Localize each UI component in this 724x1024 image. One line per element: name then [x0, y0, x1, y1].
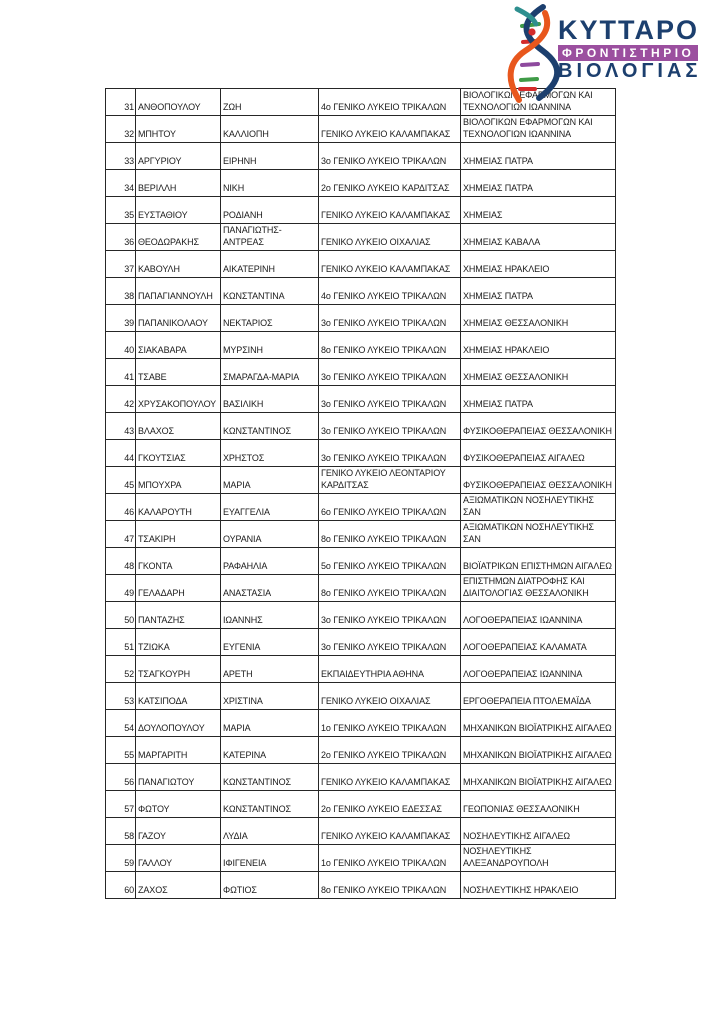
cell-first-name: ΚΩΝΣΤΑΝΤΙΝΟΣ — [221, 764, 319, 791]
table-row — [106, 710, 616, 737]
cell-index: 40 — [106, 332, 136, 359]
cell-department: ΝΟΣΗΛΕΥΤΙΚΗΣ ΗΡΑΚΛΕΙΟ — [461, 872, 616, 899]
cell-department: ΝΟΣΗΛΕΥΤΙΚΗΣ ΑΛΕΞΑΝΔΡΟΥΠΟΛΗ — [461, 845, 616, 872]
cell-last-name: ΠΑΝΑΓΙΩΤΟΥ — [136, 764, 221, 791]
cell-index: 49 — [106, 575, 136, 602]
cell-department: ΒΙΟΛΟΓΙΚΩΝ ΕΦΑΡΜΟΓΩΝ ΚΑΙ ΤΕΧΝΟΛΟΓΙΩΝ ΙΩΑΝΝΙΝΑ — [461, 89, 616, 116]
cell-school: 3ο ΓΕΝΙΚΟ ΛΥΚΕΙΟ ΤΡΙΚΑΛΩΝ — [319, 629, 461, 656]
cell-index: 52 — [106, 656, 136, 683]
cell-department: ΧΗΜΕΙΑΣ ΘΕΣΣΑΛΟΝΙΚΗ — [461, 305, 616, 332]
table-row — [106, 305, 616, 332]
cell-department: ΦΥΣΙΚΟΘΕΡΑΠΕΙΑΣ ΘΕΣΣΑΛΟΝΙΚΗ — [461, 413, 616, 440]
cell-department: ΦΥΣΙΚΟΘΕΡΑΠΕΙΑΣ ΑΙΓΑΛΕΩ — [461, 440, 616, 467]
logo — [505, 5, 701, 101]
cell-school: 3ο ΓΕΝΙΚΟ ΛΥΚΕΙΟ ΤΡΙΚΑΛΩΝ — [319, 440, 461, 467]
cell-last-name: ΑΡΓΥΡΙΟΥ — [136, 143, 221, 170]
cell-last-name: ΖΑΧΟΣ — [136, 872, 221, 899]
table-row — [106, 791, 616, 818]
table-row — [106, 440, 616, 467]
cell-index: 42 — [106, 386, 136, 413]
cell-school: 8ο ΓΕΝΙΚΟ ΛΥΚΕΙΟ ΤΡΙΚΑΛΩΝ — [319, 575, 461, 602]
cell-index: 57 — [106, 791, 136, 818]
cell-last-name: ΠΑΝΤΑΖΗΣ — [136, 602, 221, 629]
cell-school: ΓΕΝΙΚΟ ΛΥΚΕΙΟ ΚΑΛΑΜΠΑΚΑΣ — [319, 764, 461, 791]
cell-first-name: ΝΙΚΗ — [221, 170, 319, 197]
cell-index: 37 — [106, 251, 136, 278]
cell-last-name: ΧΡΥΣΑΚΟΠΟΥΛΟΥ — [136, 386, 221, 413]
cell-last-name: ΤΣΑΒΕ — [136, 359, 221, 386]
cell-school: 3ο ΓΕΝΙΚΟ ΛΥΚΕΙΟ ΤΡΙΚΑΛΩΝ — [319, 413, 461, 440]
cell-index: 53 — [106, 683, 136, 710]
cell-department: ΓΕΩΠΟΝΙΑΣ ΘΕΣΣΑΛΟΝΙΚΗ — [461, 791, 616, 818]
cell-first-name: ΕΥΓΕΝΙΑ — [221, 629, 319, 656]
cell-index: 51 — [106, 629, 136, 656]
logo-subtitle-band: ΦΡΟΝΤΙΣΤΗΡΙΟ — [558, 45, 698, 61]
cell-index: 34 — [106, 170, 136, 197]
cell-index: 44 — [106, 440, 136, 467]
table-row — [106, 278, 616, 305]
cell-first-name: ΜΑΡΙΑ — [221, 467, 319, 494]
cell-school: 8ο ΓΕΝΙΚΟ ΛΥΚΕΙΟ ΤΡΙΚΑΛΩΝ — [319, 872, 461, 899]
cell-last-name: ΠΑΠΑΝΙΚΟΛΑΟΥ — [136, 305, 221, 332]
table-row — [106, 818, 616, 845]
cell-department: ΑΞΙΩΜΑΤΙΚΩΝ ΝΟΣΗΛΕΥΤΙΚΗΣ ΣΑΝ — [461, 521, 616, 548]
cell-department: ΕΠΙΣΤΗΜΩΝ ΔΙΑΤΡΟΦΗΣ ΚΑΙ ΔΙΑΙΤΟΛΟΓΙΑΣ ΘΕΣΣΑΛΟΝΙΚΗ — [461, 575, 616, 602]
cell-last-name: ΦΩΤΟΥ — [136, 791, 221, 818]
cell-first-name: ΛΥΔΙΑ — [221, 818, 319, 845]
cell-last-name: ΜΑΡΓΑΡΙΤΗ — [136, 737, 221, 764]
logo-text — [558, 16, 701, 82]
cell-index: 56 — [106, 764, 136, 791]
cell-first-name: ΚΑΛΛΙΟΠΗ — [221, 116, 319, 143]
cell-department: ΧΗΜΕΙΑΣ ΠΑΤΡΑ — [461, 386, 616, 413]
cell-index: 43 — [106, 413, 136, 440]
cell-first-name: ΦΩΤΙΟΣ — [221, 872, 319, 899]
cell-first-name: ΠΑΝΑΓΙΩΤΗΣ-ΑΝΤΡΕΑΣ — [221, 224, 319, 251]
table-row — [106, 737, 616, 764]
students-table — [105, 88, 616, 899]
cell-first-name: ΚΩΝΣΤΑΝΤΙΝΟΣ — [221, 791, 319, 818]
table-row — [106, 467, 616, 494]
cell-school: 8ο ΓΕΝΙΚΟ ΛΥΚΕΙΟ ΤΡΙΚΑΛΩΝ — [319, 521, 461, 548]
table-row — [106, 602, 616, 629]
cell-first-name: ΜΥΡΣΙΝΗ — [221, 332, 319, 359]
cell-school: ΓΕΝΙΚΟ ΛΥΚΕΙΟ ΚΑΛΑΜΠΑΚΑΣ — [319, 116, 461, 143]
cell-first-name: ΒΑΣΙΛΙΚΗ — [221, 386, 319, 413]
cell-index: 48 — [106, 548, 136, 575]
cell-index: 58 — [106, 818, 136, 845]
cell-school: ΕΚΠΑΙΔΕΥΤΗΡΙΑ ΑΘΗΝΑ — [319, 656, 461, 683]
cell-last-name: ΚΑΛΑΡΟΥΤΗ — [136, 494, 221, 521]
cell-school: ΓΕΝΙΚΟ ΛΥΚΕΙΟ ΚΑΛΑΜΠΑΚΑΣ — [319, 197, 461, 224]
cell-department: ΑΞΙΩΜΑΤΙΚΩΝ ΝΟΣΗΛΕΥΤΙΚΗΣ ΣΑΝ — [461, 494, 616, 521]
cell-index: 47 — [106, 521, 136, 548]
cell-last-name: ΓΑΖΟΥ — [136, 818, 221, 845]
cell-school: 3ο ΓΕΝΙΚΟ ΛΥΚΕΙΟ ΤΡΙΚΑΛΩΝ — [319, 359, 461, 386]
cell-school: ΓΕΝΙΚΟ ΛΥΚΕΙΟ ΚΑΛΑΜΠΑΚΑΣ — [319, 251, 461, 278]
cell-department: ΧΗΜΕΙΑΣ ΘΕΣΣΑΛΟΝΙΚΗ — [461, 359, 616, 386]
cell-school: ΓΕΝΙΚΟ ΛΥΚΕΙΟ ΟΙΧΑΛΙΑΣ — [319, 224, 461, 251]
cell-department: ΜΗΧΑΝΙΚΩΝ ΒΙΟΪΑΤΡΙΚΗΣ ΑΙΓΑΛΕΩ — [461, 710, 616, 737]
cell-index: 32 — [106, 116, 136, 143]
table-row — [106, 224, 616, 251]
table-row — [106, 197, 616, 224]
cell-last-name: ΚΑΒΟΥΛΗ — [136, 251, 221, 278]
cell-last-name: ΚΑΤΣΙΠΟΔΑ — [136, 683, 221, 710]
cell-first-name: ΣΜΑΡΑΓΔΑ-ΜΑΡΙΑ — [221, 359, 319, 386]
cell-index: 35 — [106, 197, 136, 224]
cell-department: ΒΙΟΛΟΓΙΚΩΝ ΕΦΑΡΜΟΓΩΝ ΚΑΙ ΤΕΧΝΟΛΟΓΙΩΝ ΙΩΑΝΝΙΝΑ — [461, 116, 616, 143]
cell-school: 5ο ΓΕΝΙΚΟ ΛΥΚΕΙΟ ΤΡΙΚΑΛΩΝ — [319, 548, 461, 575]
cell-first-name: ΑΝΑΣΤΑΣΙΑ — [221, 575, 319, 602]
cell-department: ΜΗΧΑΝΙΚΩΝ ΒΙΟΪΑΤΡΙΚΗΣ ΑΙΓΑΛΕΩ — [461, 737, 616, 764]
cell-first-name: ΝΕΚΤΑΡΙΟΣ — [221, 305, 319, 332]
cell-department: ΜΗΧΑΝΙΚΩΝ ΒΙΟΪΑΤΡΙΚΗΣ ΑΙΓΑΛΕΩ — [461, 764, 616, 791]
cell-department: ΧΗΜΕΙΑΣ ΗΡΑΚΛΕΙΟ — [461, 251, 616, 278]
logo-subtitle: ΒΙΟΛΟΓΙΑΣ — [558, 60, 702, 82]
cell-first-name: ΑΙΚΑΤΕΡΙΝΗ — [221, 251, 319, 278]
cell-index: 31 — [106, 89, 136, 116]
cell-school: 3ο ΓΕΝΙΚΟ ΛΥΚΕΙΟ ΤΡΙΚΑΛΩΝ — [319, 305, 461, 332]
cell-school: ΓΕΝΙΚΟ ΛΥΚΕΙΟ ΟΙΧΑΛΙΑΣ — [319, 683, 461, 710]
cell-last-name: ΓΕΛΑΔΑΡΗ — [136, 575, 221, 602]
cell-last-name: ΒΕΡΙΛΛΗ — [136, 170, 221, 197]
cell-school: 1ο ΓΕΝΙΚΟ ΛΥΚΕΙΟ ΤΡΙΚΑΛΩΝ — [319, 710, 461, 737]
cell-last-name: ΘΕΟΔΩΡΑΚΗΣ — [136, 224, 221, 251]
cell-last-name: ΜΠΟΥΧΡΑ — [136, 467, 221, 494]
cell-last-name: ΔΟΥΛΟΠΟΥΛΟΥ — [136, 710, 221, 737]
cell-index: 59 — [106, 845, 136, 872]
table-row — [106, 251, 616, 278]
cell-department: ΛΟΓΟΘΕΡΑΠΕΙΑΣ ΙΩΑΝΝΙΝΑ — [461, 602, 616, 629]
cell-school: 6ο ΓΕΝΙΚΟ ΛΥΚΕΙΟ ΤΡΙΚΑΛΩΝ — [319, 494, 461, 521]
cell-index: 60 — [106, 872, 136, 899]
table-row — [106, 575, 616, 602]
cell-department: ΝΟΣΗΛΕΥΤΙΚΗΣ ΑΙΓΑΛΕΩ — [461, 818, 616, 845]
table-row — [106, 386, 616, 413]
table-row — [106, 332, 616, 359]
cell-last-name: ΜΠΗΤΟΥ — [136, 116, 221, 143]
cell-last-name: ΓΚΟΥΤΣΙΑΣ — [136, 440, 221, 467]
dna-helix-icon — [505, 5, 557, 101]
cell-last-name: ΣΙΑΚΑΒΑΡΑ — [136, 332, 221, 359]
table-row — [106, 656, 616, 683]
cell-department: ΕΡΓΟΘΕΡΑΠΕΙΑ ΠΤΟΛΕΜΑΪΔΑ — [461, 683, 616, 710]
cell-index: 45 — [106, 467, 136, 494]
cell-index: 41 — [106, 359, 136, 386]
table-row — [106, 683, 616, 710]
cell-school: 2ο ΓΕΝΙΚΟ ΛΥΚΕΙΟ ΤΡΙΚΑΛΩΝ — [319, 737, 461, 764]
table-row — [106, 494, 616, 521]
cell-index: 50 — [106, 602, 136, 629]
cell-school: 2ο ΓΕΝΙΚΟ ΛΥΚΕΙΟ ΚΑΡΔΙΤΣΑΣ — [319, 170, 461, 197]
cell-school: 4ο ΓΕΝΙΚΟ ΛΥΚΕΙΟ ΤΡΙΚΑΛΩΝ — [319, 278, 461, 305]
cell-first-name: ΑΡΕΤΗ — [221, 656, 319, 683]
cell-department: ΛΟΓΟΘΕΡΑΠΕΙΑΣ ΙΩΑΝΝΙΝΑ — [461, 656, 616, 683]
cell-index: 55 — [106, 737, 136, 764]
cell-school: 1ο ΓΕΝΙΚΟ ΛΥΚΕΙΟ ΤΡΙΚΑΛΩΝ — [319, 845, 461, 872]
cell-first-name: ΡΑΦΑΗΛΙΑ — [221, 548, 319, 575]
cell-first-name: ΟΥΡΑΝΙΑ — [221, 521, 319, 548]
table-row — [106, 764, 616, 791]
table-row — [106, 143, 616, 170]
cell-first-name: ΙΦΙΓΕΝΕΙΑ — [221, 845, 319, 872]
cell-school: ΓΕΝΙΚΟ ΛΥΚΕΙΟ ΚΑΛΑΜΠΑΚΑΣ — [319, 818, 461, 845]
cell-school: 3ο ΓΕΝΙΚΟ ΛΥΚΕΙΟ ΤΡΙΚΑΛΩΝ — [319, 386, 461, 413]
cell-last-name: ΠΑΠΑΓΙΑΝΝΟΥΛΗ — [136, 278, 221, 305]
table-row — [106, 872, 616, 899]
cell-index: 39 — [106, 305, 136, 332]
logo-title: ΚΥΤΤΑΡΟ — [558, 15, 699, 45]
cell-department: ΧΗΜΕΙΑΣ ΗΡΑΚΛΕΙΟ — [461, 332, 616, 359]
cell-index: 54 — [106, 710, 136, 737]
cell-department: ΒΙΟΪΑΤΡΙΚΩΝ ΕΠΙΣΤΗΜΩΝ ΑΙΓΑΛΕΩ — [461, 548, 616, 575]
cell-department: ΧΗΜΕΙΑΣ ΠΑΤΡΑ — [461, 278, 616, 305]
cell-school: 4ο ΓΕΝΙΚΟ ΛΥΚΕΙΟ ΤΡΙΚΑΛΩΝ — [319, 89, 461, 116]
cell-department: ΧΗΜΕΙΑΣ ΚΑΒΑΛΑ — [461, 224, 616, 251]
cell-last-name: ΕΥΣΤΑΘΙΟΥ — [136, 197, 221, 224]
cell-index: 33 — [106, 143, 136, 170]
cell-department: ΧΗΜΕΙΑΣ ΠΑΤΡΑ — [461, 170, 616, 197]
cell-first-name: ΚΑΤΕΡΙΝΑ — [221, 737, 319, 764]
table-row — [106, 170, 616, 197]
cell-department: ΧΗΜΕΙΑΣ ΠΑΤΡΑ — [461, 143, 616, 170]
cell-school: 3ο ΓΕΝΙΚΟ ΛΥΚΕΙΟ ΤΡΙΚΑΛΩΝ — [319, 143, 461, 170]
table-row — [106, 116, 616, 143]
cell-first-name: ΙΩΑΝΝΗΣ — [221, 602, 319, 629]
table-row — [106, 413, 616, 440]
cell-first-name: ΡΟΔΙΑΝΗ — [221, 197, 319, 224]
cell-last-name: ΓΑΛΛΟΥ — [136, 845, 221, 872]
cell-school: ΓΕΝΙΚΟ ΛΥΚΕΙΟ ΛΕΟΝΤΑΡΙΟΥ ΚΑΡΔΙΤΣΑΣ — [319, 467, 461, 494]
cell-department: ΧΗΜΕΙΑΣ — [461, 197, 616, 224]
cell-index: 46 — [106, 494, 136, 521]
cell-school: 8ο ΓΕΝΙΚΟ ΛΥΚΕΙΟ ΤΡΙΚΑΛΩΝ — [319, 332, 461, 359]
cell-first-name: ΜΑΡΙΑ — [221, 710, 319, 737]
cell-first-name: ΕΙΡΗΝΗ — [221, 143, 319, 170]
cell-first-name: ΚΩΝΣΤΑΝΤΙΝΟΣ — [221, 413, 319, 440]
cell-index: 36 — [106, 224, 136, 251]
cell-first-name: ΕΥΑΓΓΕΛΙΑ — [221, 494, 319, 521]
table-row — [106, 548, 616, 575]
cell-index: 38 — [106, 278, 136, 305]
cell-last-name: ΒΛΑΧΟΣ — [136, 413, 221, 440]
cell-first-name: ΧΡΙΣΤΙΝΑ — [221, 683, 319, 710]
cell-last-name: ΓΚΟΝΤΑ — [136, 548, 221, 575]
cell-last-name: ΑΝΘΟΠΟΥΛΟΥ — [136, 89, 221, 116]
cell-school: 3ο ΓΕΝΙΚΟ ΛΥΚΕΙΟ ΤΡΙΚΑΛΩΝ — [319, 602, 461, 629]
cell-last-name: ΤΣΑΓΚΟΥΡΗ — [136, 656, 221, 683]
cell-department: ΛΟΓΟΘΕΡΑΠΕΙΑΣ ΚΑΛΑΜΑΤΑ — [461, 629, 616, 656]
table-row — [106, 629, 616, 656]
cell-last-name: ΤΣΑΚΙΡΗ — [136, 521, 221, 548]
cell-first-name: ΚΩΝΣΤΑΝΤΙΝΑ — [221, 278, 319, 305]
cell-first-name: ΧΡΗΣΤΟΣ — [221, 440, 319, 467]
cell-department: ΦΥΣΙΚΟΘΕΡΑΠΕΙΑΣ ΘΕΣΣΑΛΟΝΙΚΗ — [461, 467, 616, 494]
cell-last-name: ΤΖΙΩΚΑ — [136, 629, 221, 656]
cell-first-name: ΖΩΗ — [221, 89, 319, 116]
table-row — [106, 845, 616, 872]
table-row — [106, 359, 616, 386]
table-row — [106, 521, 616, 548]
cell-school: 2ο ΓΕΝΙΚΟ ΛΥΚΕΙΟ ΕΔΕΣΣΑΣ — [319, 791, 461, 818]
